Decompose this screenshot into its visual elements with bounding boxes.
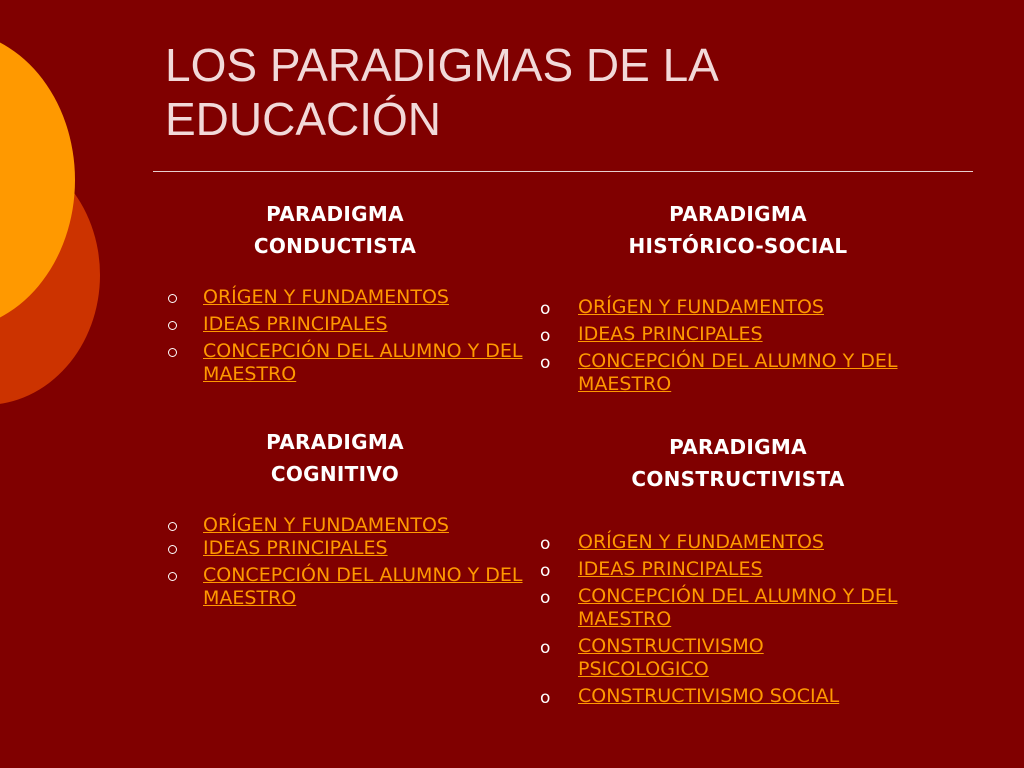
list-item — [165, 340, 535, 386]
ring-bullet-icon — [168, 348, 177, 357]
link-constructivismo-psicologico[interactable]: CONSTRUCTIVISMO PSICOLOGICO — [578, 635, 764, 680]
list-item — [540, 585, 910, 631]
list-item — [540, 350, 910, 396]
o-bullet-icon: o — [540, 688, 551, 708]
ring-bullet-icon — [168, 545, 177, 554]
section-conductista — [165, 198, 535, 390]
heading-line1: PARADIGMA — [266, 430, 404, 454]
slide-title-line1: LOS PARADIGMAS DE LA — [165, 39, 719, 91]
ring-bullet-icon — [168, 522, 177, 531]
heading-line1: PARADIGMA — [669, 202, 807, 226]
heading-line1: PARADIGMA — [266, 202, 404, 226]
list-item — [540, 531, 910, 554]
slide-title — [165, 38, 965, 146]
link-concepcion-alumno-maestro[interactable]: CONCEPCIÓN DEL ALUMNO Y DEL MAESTRO — [203, 340, 523, 385]
section-constructivista — [540, 431, 910, 712]
heading-line2: CONSTRUCTIVISTA — [631, 467, 845, 491]
heading-line2: CONDUCTISTA — [253, 234, 417, 258]
slide-title-line2: EDUCACIÓN — [165, 93, 442, 145]
o-bullet-icon: o — [540, 638, 551, 658]
o-bullet-icon: o — [540, 588, 551, 608]
section-historico-social — [540, 198, 910, 400]
link-ideas-principales[interactable]: IDEAS PRINCIPALES — [203, 537, 388, 559]
heading-line1: PARADIGMA — [669, 435, 807, 459]
link-origen-fundamentos[interactable]: ORÍGEN Y FUNDAMENTOS — [203, 514, 449, 536]
item-list — [165, 514, 535, 610]
list-item — [165, 514, 535, 537]
item-list — [540, 296, 910, 396]
section-heading — [588, 198, 888, 262]
o-bullet-icon: o — [540, 299, 551, 319]
section-cognitivo — [165, 426, 535, 614]
list-item — [165, 537, 535, 560]
list-item — [540, 685, 910, 708]
link-origen-fundamentos[interactable]: ORÍGEN Y FUNDAMENTOS — [578, 531, 824, 553]
title-divider — [153, 171, 973, 172]
link-ideas-principales[interactable]: IDEAS PRINCIPALES — [578, 558, 763, 580]
link-origen-fundamentos[interactable]: ORÍGEN Y FUNDAMENTOS — [578, 296, 824, 318]
item-list — [540, 531, 910, 708]
link-ideas-principales[interactable]: IDEAS PRINCIPALES — [203, 313, 388, 335]
section-heading — [588, 431, 888, 495]
list-item — [165, 564, 535, 610]
link-concepcion-alumno-maestro[interactable]: CONCEPCIÓN DEL ALUMNO Y DEL MAESTRO — [578, 585, 898, 630]
link-concepcion-alumno-maestro[interactable]: CONCEPCIÓN DEL ALUMNO Y DEL MAESTRO — [203, 564, 523, 609]
list-item — [165, 286, 535, 309]
ring-bullet-icon — [168, 572, 177, 581]
item-list — [165, 286, 535, 386]
ring-bullet-icon — [168, 294, 177, 303]
heading-line2: HISTÓRICO-SOCIAL — [628, 234, 848, 258]
list-item — [165, 313, 535, 336]
list-item — [540, 323, 910, 346]
o-bullet-icon: o — [540, 534, 551, 554]
o-bullet-icon: o — [540, 326, 551, 346]
link-concepcion-alumno-maestro[interactable]: CONCEPCIÓN DEL ALUMNO Y DEL MAESTRO — [578, 350, 898, 395]
o-bullet-icon: o — [540, 561, 551, 581]
link-ideas-principales[interactable]: IDEAS PRINCIPALES — [578, 323, 763, 345]
ring-bullet-icon — [168, 321, 177, 330]
list-item — [540, 296, 910, 319]
section-heading — [150, 198, 520, 262]
heading-line2: COGNITIVO — [270, 462, 400, 486]
o-bullet-icon: o — [540, 353, 551, 373]
list-item — [540, 635, 910, 681]
list-item — [540, 558, 910, 581]
section-heading — [150, 426, 520, 490]
link-constructivismo-social[interactable]: CONSTRUCTIVISMO SOCIAL — [578, 685, 840, 707]
link-origen-fundamentos[interactable]: ORÍGEN Y FUNDAMENTOS — [203, 286, 449, 308]
